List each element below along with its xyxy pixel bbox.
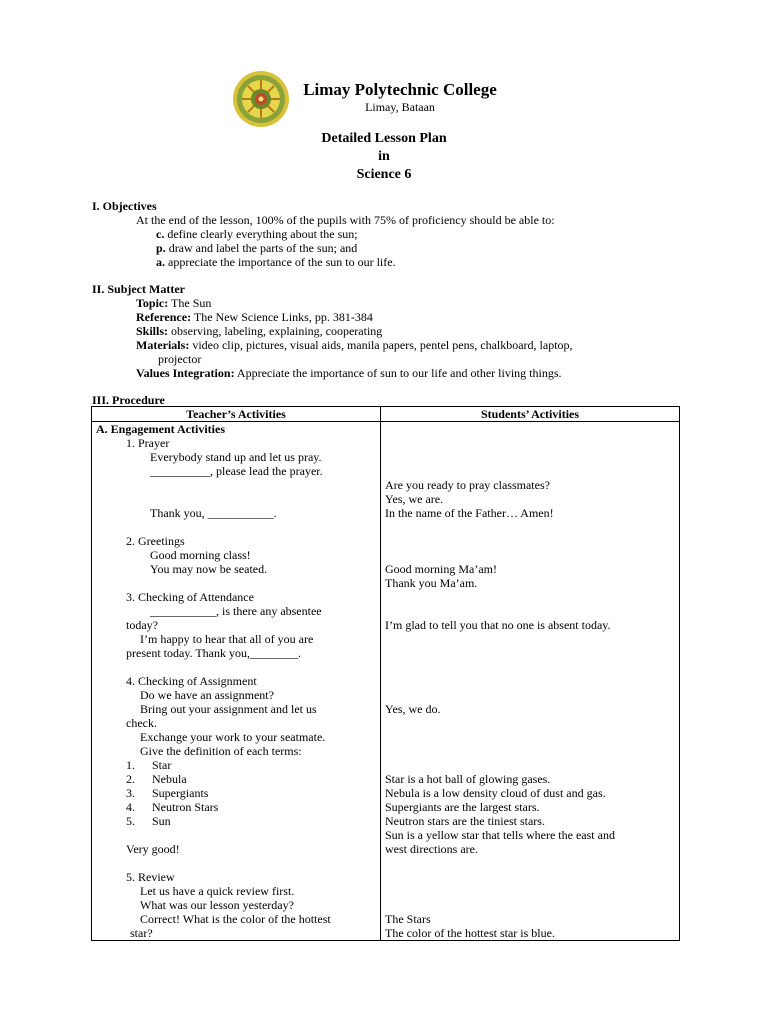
objective-text: draw and label the parts of the sun; and — [168, 241, 358, 255]
topic-row — [92, 296, 692, 310]
skills-row — [92, 324, 692, 338]
college-name: Limay Polytechnic College — [303, 80, 497, 99]
objective-letter: a. — [156, 255, 165, 269]
procedure-table — [91, 406, 680, 941]
teacher-line: __________, please lead the prayer. — [150, 464, 323, 478]
teacher-line: Thank you, ___________. — [150, 506, 277, 520]
attendance-title: 3. Checking of Attendance — [126, 590, 254, 604]
term-number: 3. — [126, 786, 135, 800]
term-number: 5. — [126, 814, 135, 828]
teacher-line: star? — [130, 926, 153, 940]
term-item — [96, 814, 376, 828]
greetings-title: 2. Greetings — [126, 534, 185, 548]
teacher-line: Do we have an assignment? — [140, 688, 274, 702]
table-header-row — [92, 407, 680, 422]
student-line: Are you ready to pray classmates? — [385, 478, 550, 492]
teacher-line: Let us have a quick review first. — [140, 884, 295, 898]
student-answer: Neutron stars are the tiniest stars. — [385, 814, 545, 828]
values-label: Values Integration: — [136, 366, 235, 380]
title-line-1: Detailed Lesson Plan — [321, 131, 447, 146]
review-title: 5. Review — [126, 870, 175, 884]
topic-label: Topic: — [136, 296, 169, 310]
teacher-line: Everybody stand up and let us pray. — [150, 450, 322, 464]
term-number: 4. — [126, 800, 135, 814]
term-text: Star — [152, 758, 172, 772]
teacher-line: I’m happy to hear that all of you are — [140, 632, 314, 646]
college-location: Limay, Bataan — [365, 100, 435, 114]
student-line: Yes, we are. — [385, 492, 444, 506]
teacher-column — [92, 422, 381, 941]
student-line: Thank you Ma’am. — [385, 576, 478, 590]
values-row — [92, 366, 692, 380]
teacher-line: present today. Thank you,________. — [126, 646, 301, 660]
prayer-title: 1. Prayer — [126, 436, 170, 450]
teacher-line: Good morning class! — [150, 548, 251, 562]
document-header — [0, 70, 768, 130]
teacher-line: check. — [126, 716, 157, 730]
student-answer: Nebula is a low density cloud of dust and gas. — [385, 786, 606, 800]
reference-value: The New Science Links, pp. 381-384 — [193, 310, 373, 324]
values-value: Appreciate the importance of sun to our life and other living things. — [236, 366, 562, 380]
term-text: Supergiants — [152, 786, 209, 800]
teacher-line: Correct! What is the color of the hottest — [140, 912, 331, 926]
skills-value: observing, labeling, explaining, cooperating — [171, 324, 383, 338]
materials-continued: projector — [158, 352, 202, 366]
student-answer: Star is a hot ball of glowing gases. — [385, 772, 551, 786]
objective-item — [92, 227, 692, 241]
teacher-line: Give the definition of each terms: — [140, 744, 302, 758]
students-activities-header: Students’ Activities — [381, 407, 680, 422]
objective-letter: p. — [156, 241, 166, 255]
objective-text: appreciate the importance of the sun to our life. — [168, 255, 396, 269]
reference-row — [92, 310, 692, 324]
topic-value: The Sun — [171, 296, 212, 310]
student-line: In the name of the Father… Amen! — [385, 506, 554, 520]
term-item — [96, 772, 376, 786]
term-text: Nebula — [152, 772, 187, 786]
objective-item — [92, 241, 692, 255]
term-item — [96, 800, 376, 814]
document-title — [0, 130, 768, 184]
materials-value: video clip, pictures, visual aids, manila papers, pentel pens, chalkboard, laptop, — [192, 338, 573, 352]
title-line-2: in — [378, 149, 390, 164]
subject-matter-heading: II. Subject Matter — [92, 282, 185, 296]
term-item — [96, 786, 376, 800]
students-column — [381, 422, 680, 941]
teacher-line: ___________, is there any absentee — [150, 604, 322, 618]
teacher-line: What was our lesson yesterday? — [140, 898, 294, 912]
teacher-line: Exchange your work to your seatmate. — [140, 730, 326, 744]
subject-matter-section — [92, 282, 692, 380]
student-line: The color of the hottest star is blue. — [385, 926, 555, 940]
objective-letter: c. — [156, 227, 165, 241]
materials-row — [92, 338, 692, 352]
teacher-line: You may now be seated. — [150, 562, 268, 576]
objective-text: define clearly everything about the sun; — [167, 227, 358, 241]
objective-item — [92, 255, 692, 269]
term-text: Neutron Stars — [152, 800, 219, 814]
objectives-heading: I. Objectives — [92, 199, 157, 213]
assignment-title: 4. Checking of Assignment — [126, 674, 257, 688]
title-line-3: Science 6 — [356, 167, 412, 182]
student-line: The Stars — [385, 912, 431, 926]
term-number: 2. — [126, 772, 135, 786]
table-row — [92, 422, 680, 941]
objectives-section — [92, 199, 692, 269]
student-line: I’m glad to tell you that no one is absent today. — [385, 618, 611, 632]
student-line: Good morning Ma’am! — [385, 562, 497, 576]
student-answer: west directions are. — [385, 842, 478, 856]
teacher-line: Very good! — [126, 842, 180, 856]
term-text: Sun — [152, 814, 171, 828]
objectives-intro: At the end of the lesson, 100% of the pupils with 75% of proficiency should be able to: — [136, 213, 555, 227]
term-number: 1. — [126, 758, 135, 772]
teacher-activities-header: Teacher’s Activities — [92, 407, 381, 422]
term-item — [96, 758, 376, 772]
student-answer: Supergiants are the largest stars. — [385, 800, 540, 814]
skills-label: Skills: — [136, 324, 169, 338]
teacher-line: today? — [126, 618, 158, 632]
materials-label: Materials: — [136, 338, 190, 352]
teacher-line: Bring out your assignment and let us — [140, 702, 317, 716]
student-line: Yes, we do. — [385, 702, 441, 716]
student-answer: Sun is a yellow star that tells where the east and — [385, 828, 615, 842]
procedure-heading: III. Procedure — [92, 393, 165, 407]
reference-label: Reference: — [136, 310, 192, 324]
engagement-heading: A. Engagement Activities — [96, 422, 225, 436]
